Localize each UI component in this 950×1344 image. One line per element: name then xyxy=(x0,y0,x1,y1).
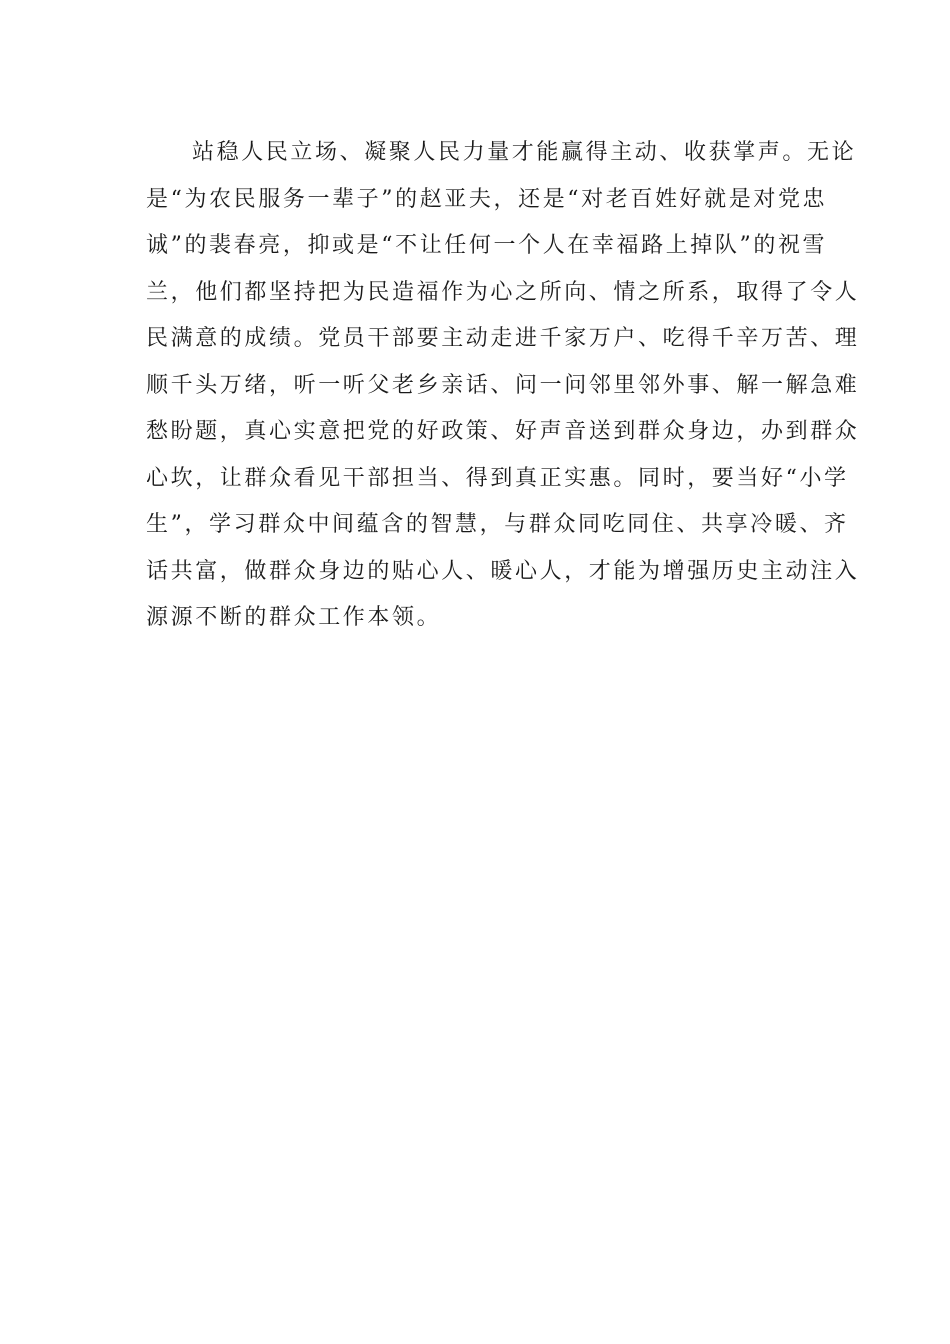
paragraph-line: 愁盼题，真心实意把党的好政策、好声音送到群众身边，办到群众 xyxy=(146,419,860,444)
paragraph-line: 源源不断的群众工作本领。 xyxy=(146,605,442,630)
paragraph-line: 心坎，让群众看见干部担当、得到真正实惠。同时，要当好“小学 xyxy=(146,465,849,491)
paragraph-line: 诚”的裴春亮，抑或是“不让任何一个人在幸福路上掉队”的祝雪 xyxy=(146,233,828,258)
paragraph-line: 兰，他们都坚持把为民造福作为心之所向、情之所系，取得了令人 xyxy=(146,279,860,305)
body-paragraph xyxy=(146,130,860,642)
paragraph-line: 是“为农民服务一辈子”的赵亚夫，还是“对老百姓好就是对党忠 xyxy=(146,186,828,212)
paragraph-line: 站稳人民立场、凝聚人民力量才能赢得主动、收获掌声。无论 xyxy=(192,140,857,165)
paragraph-line: 民满意的成绩。党员干部要主动走进千家万户、吃得千辛万苦、理 xyxy=(146,326,860,351)
paragraph-line: 顺千头万绪，听一听父老乡亲话、问一问邻里邻外事、解一解急难 xyxy=(146,372,860,398)
paragraph-line: 生”，学习群众中间蕴含的智慧，与群众同吃同住、共享冷暖、齐 xyxy=(146,512,849,537)
paragraph-line: 话共富，做群众身边的贴心人、暖心人，才能为增强历史主动注入 xyxy=(146,558,860,584)
